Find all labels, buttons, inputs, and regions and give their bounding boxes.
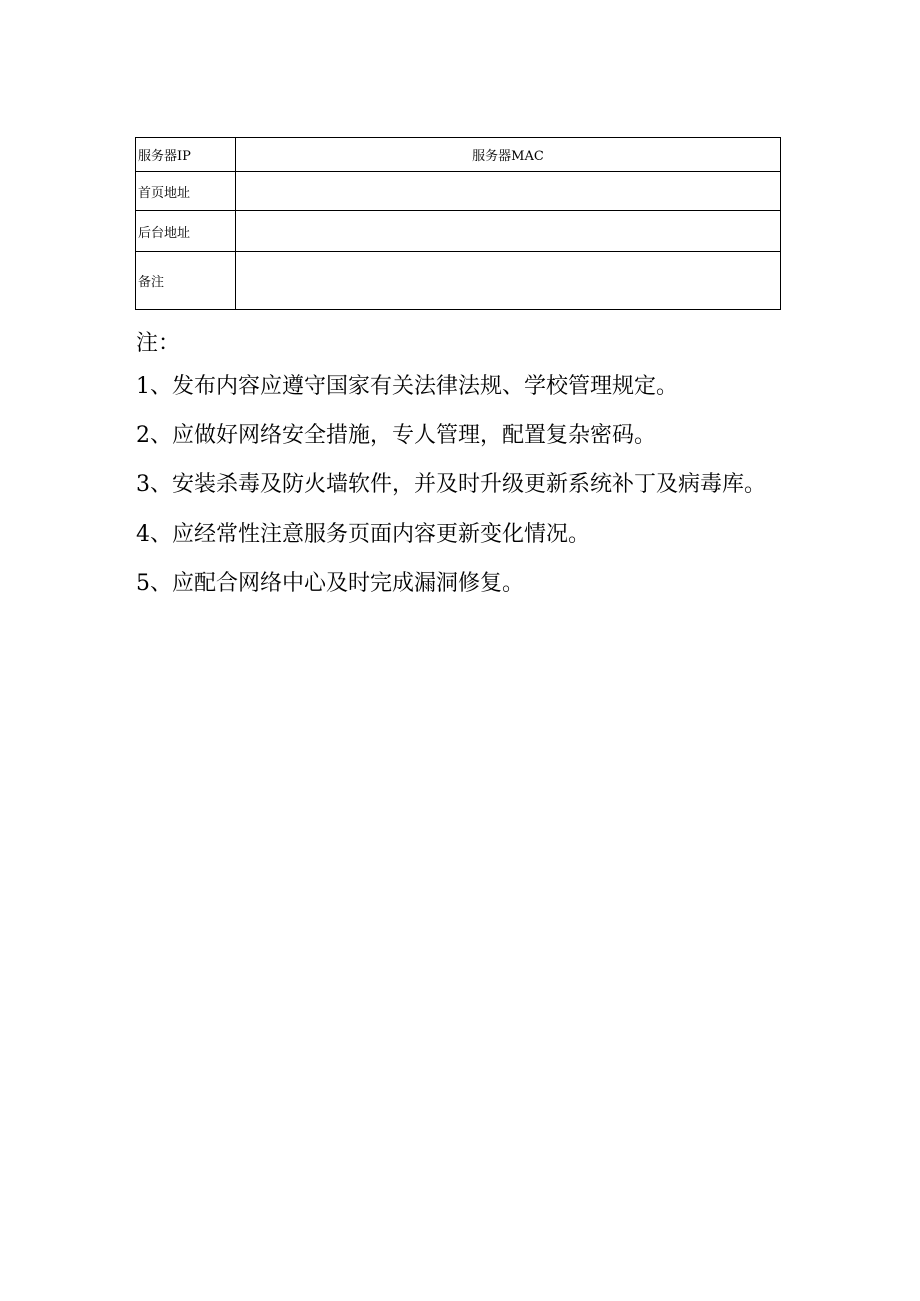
remark-value [236,252,781,310]
note-item-4: 4、应经常性注意服务页面内容更新变化情况。 [136,522,590,547]
admin-address-label: 后台地址 [136,211,236,252]
server-mac-label: 服务器MAC [236,138,781,172]
note-item-2: 2、应做好网络安全措施，专人管理，配置复杂密码。 [136,423,656,448]
remark-label: 备注 [136,252,236,310]
server-ip-label: 服务器IP [136,138,236,172]
note-item-5: 5、应配合网络中心及时完成漏洞修复。 [136,571,524,596]
home-address-value [236,172,781,211]
note-item-3: 3、安装杀毒及防火墙软件，并及时升级更新系统补丁及病毒库。 [136,472,766,497]
notes-title: 注： [136,331,181,356]
table-row-home [136,172,781,211]
notes-section [136,326,786,608]
table-row-admin [136,211,781,252]
admin-address-value [236,211,781,252]
note-item-1: 1、发布内容应遵守国家有关法律法规、学校管理规定。 [136,374,678,399]
table-row-server [136,138,781,172]
home-address-label: 首页地址 [136,172,236,211]
table-row-remark [136,252,781,310]
server-info-table [135,137,781,310]
